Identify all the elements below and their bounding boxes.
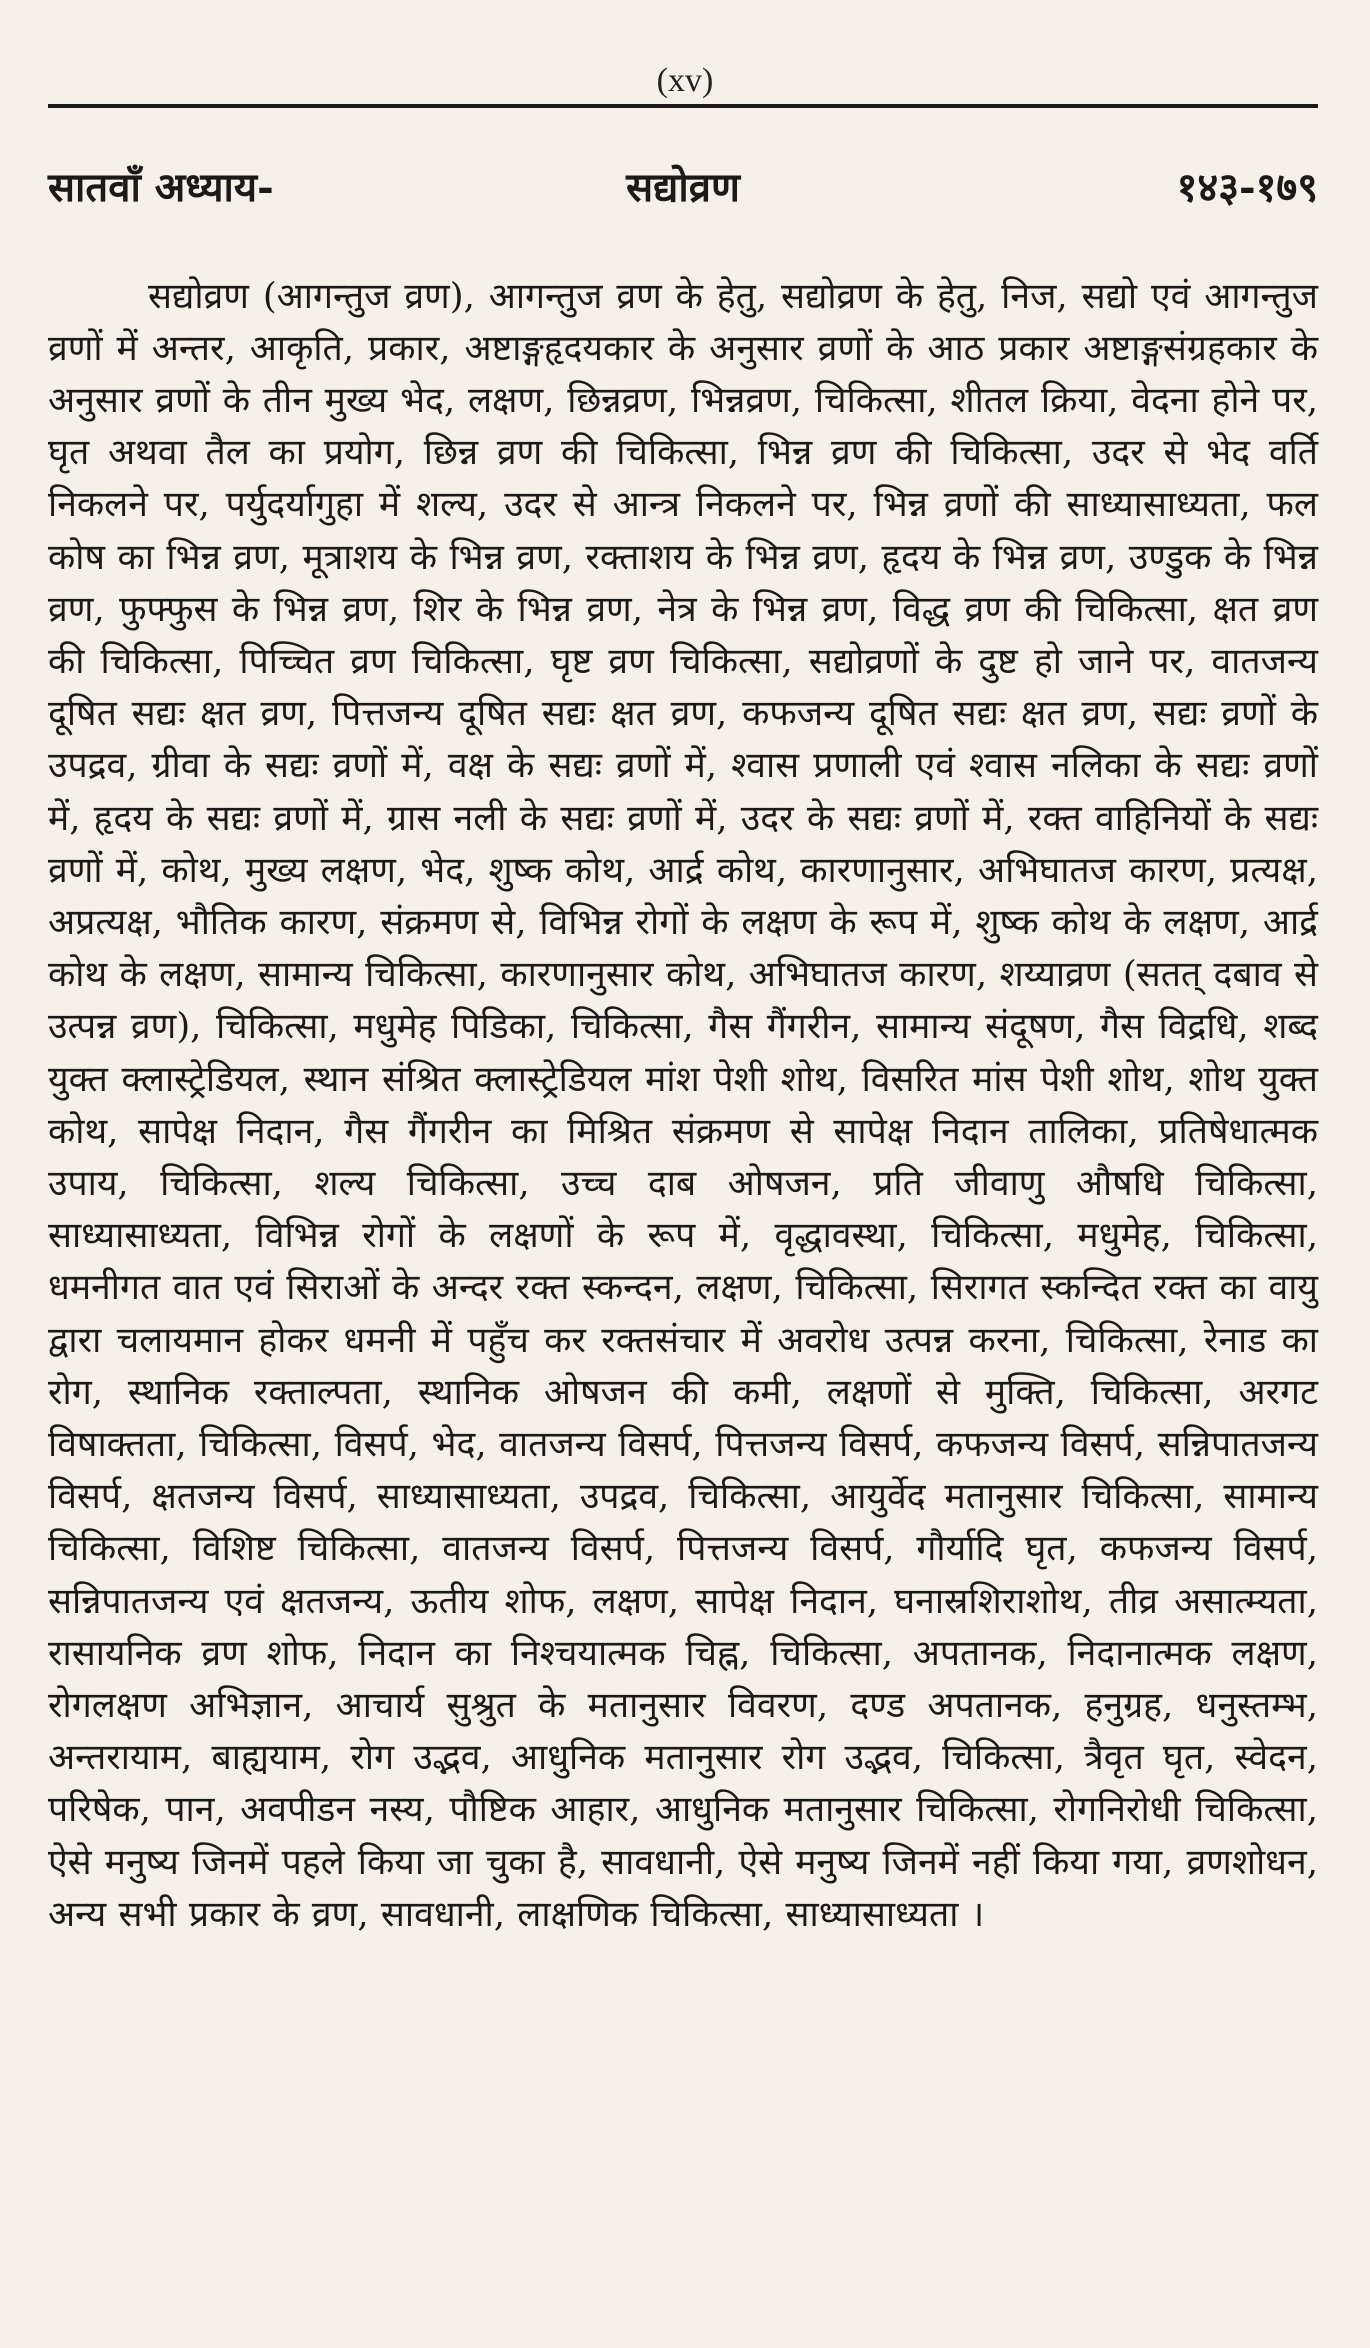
- page-number: (xv): [656, 62, 714, 99]
- header-rule: [48, 104, 1318, 108]
- chapter-label: सातवाँ अध्याय-: [48, 164, 274, 211]
- chapter-title: सद्योव्रण: [626, 164, 740, 211]
- chapter-header: [48, 158, 1318, 218]
- chapter-page-range: १४३-१७९: [1176, 164, 1318, 211]
- chapter-contents-paragraph: सद्योव्रण (आगन्तुज व्रण), आगन्तुज व्रण के हेतु, सद्योव्रण के हेतु, निज, सद्यो एवं आगन्तुज व्रणों में अन्तर, आकृति, प्रकार, अष्टाङ्गहृदयकार के अनुसार व्रणों के आठ प्रकार अष्टाङ्गसंग्रहकार के अनुसार व्रणों के तीन मुख्य भेद, लक्षण, छिन्नव्रण, भिन्नव्रण, चिकित्सा, शीतल क्रिया, वेदना होने पर, घृत अथवा तैल का प्रयोग, छिन्न व्रण की चिकित्सा, भिन्न व्रण की चिकित्सा, उदर से भेद वर्ति निकलने पर, पर्युदर्यागुहा में शल्य, उदर से आन्त्र निकलने पर, भिन्न व्रणों की साध्यासाध्यता, फल कोष का भिन्न व्रण, मूत्राशय के भिन्न व्रण, रक्ताशय के भिन्न व्रण, हृदय के भिन्न व्रण, उण्डुक के भिन्न व्रण, फुफ्फुस के भिन्न व्रण, शिर के भिन्न व्रण, नेत्र के भिन्न व्रण, विद्ध व्रण की चिकित्सा, क्षत व्रण की चिकित्सा, पिच्चित व्रण चिकित्सा, घृष्ट व्रण चिकित्सा, सद्योव्रणों के दुष्ट हो जाने पर, वातजन्य दूषित सद्यः क्षत व्रण, पित्तजन्य दूषित सद्यः क्षत व्रण, कफजन्य दूषित सद्यः क्षत व्रण, सद्यः व्रणों के उपद्रव, ग्रीवा के सद्यः व्रणों में, वक्ष के सद्यः व्रणों में, श्वास प्रणाली एवं श्वास नलिका के सद्यः व्रणों में, हृदय के सद्यः व्रणों में, ग्रास नली के सद्यः व्रणों में, उदर के सद्यः व्रणों में, रक्त वाहिनियों के सद्यः व्रणों में, कोथ, मुख्य लक्षण, भेद, शुष्क कोथ, आर्द्र कोथ, कारणानुसार, अभिघातज कारण, प्रत्यक्ष, अप्रत्यक्ष, भौतिक कारण, संक्रमण से, विभिन्न रोगों के लक्षण के रूप में, शुष्क कोथ के लक्षण, आर्द्र कोथ के लक्षण, सामान्य चिकित्सा, कारणानुसार कोथ, अभिघातज कारण, शय्याव्रण (सतत् दबाव से उत्पन्न व्रण), चिकित्सा, मधुमेह पिडिका, चिकित्सा, गैस गैंगरीन, सामान्य संदूषण, गैस विद्रधि, शब्द युक्त क्लास्ट्रेडियल, स्थान संश्रित क्लास्ट्रेडियल मांश पेशी शोथ, विसरित मांस पेशी शोथ, शोथ युक्त कोथ, सापेक्ष निदान, गैस गैंगरीन का मिश्रित संक्रमण से सापेक्ष निदान तालिका, प्रतिषेधात्मक उपाय, चिकित्सा, शल्य चिकित्सा, उच्च दाब ओषजन, प्रति जीवाणु औषधि चिकित्सा, साध्यासाध्यता, विभिन्न रोगों के लक्षणों के रूप में, वृद्धावस्था, चिकित्सा, मधुमेह, चिकित्सा, धमनीगत वात एवं सिराओं के अन्दर रक्त स्कन्दन, लक्षण, चिकित्सा, सिरागत स्कन्दित रक्त का वायु द्वारा चलायमान होकर धमनी में पहुँच कर रक्तसंचार में अवरोध उत्पन्न करना, चिकित्सा, रेनाड का रोग, स्थानिक रक्ताल्पता, स्थानिक ओषजन की कमी, लक्षणों से मुक्ति, चिकित्सा, अरगट विषाक्तता, चिकित्सा, विसर्प, भेद, वातजन्य विसर्प, पित्तजन्य विसर्प, कफजन्य विसर्प, सन्निपातजन्य विसर्प, क्षतजन्य विसर्प, साध्यासाध्यता, उपद्रव, चिकित्सा, आयुर्वेद मतानुसार चिकित्सा, सामान्य चिकित्सा, विशिष्ट चिकित्सा, वातजन्य विसर्प, पित्तजन्य विसर्प, गौर्यादि घृत, कफजन्य विसर्प, सन्निपातजन्य एवं क्षतजन्य, ऊतीय शोफ, लक्षण, सापेक्ष निदान, घनास्रशिराशोथ, तीव्र असात्म्यता, रासायनिक व्रण शोफ, निदान का निश्चयात्मक चिह्न, चिकित्सा, अपतानक, निदानात्मक लक्षण, रोगलक्षण अभिज्ञान, आचार्य सुश्रुत के मतानुसार विवरण, दण्ड अपतानक, हनुग्रह, धनुस्तम्भ, अन्तरायाम, बाह्ययाम, रोग उद्भव, आधुनिक मतानुसार रोग उद्भव, चिकित्सा, त्रैवृत घृत, स्वेदन, परिषेक, पान, अवपीडन नस्य, पौष्टिक आहार, आधुनिक मतानुसार चिकित्सा, रोगनिरोधी चिकित्सा, ऐसे मनुष्य जिनमें पहले किया जा चुका है, सावधानी, ऐसे मनुष्य जिनमें नहीं किया गया, व्रणशोधन, अन्य सभी प्रकार के व्रण, सावधानी, लाक्षणिक चिकित्सा, साध्यासाध्यता ।: [48, 275, 1318, 1935]
